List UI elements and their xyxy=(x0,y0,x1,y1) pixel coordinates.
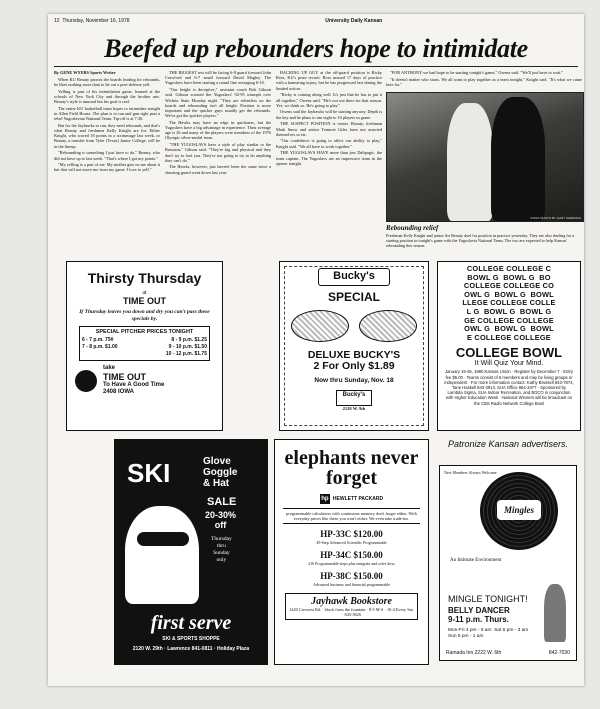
ad-details: January 19-25, 1980 Kansas Union · Register by December 7 · Entry fee $5.00 · Teams consist of 5 members and may be living groups or independent · For more information contact: Kathy Brussell 843-7874, Tane Haskell 843-3913, SUA Office 864-3477 · Sponsored by Lambda Sigma, SUA Indoor Recreation, and BOCO in conjunction with Higher Education Week · National Winners will be broadcast on the CBS Radio Network College Bowl xyxy=(444,369,574,406)
store-name: Jayhawk Bookstore xyxy=(311,596,392,608)
paragraph: When KU Beauty parrots the boards leading for rebounds, he likes nothing more than to let out a post-defense yell. xyxy=(54,76,160,87)
model-price: HP-33C $120.00 xyxy=(320,529,383,540)
ad-thirsty-thursday xyxy=(66,261,223,431)
ad-headline: elephants never forget xyxy=(284,447,419,489)
take-block xyxy=(103,365,164,396)
headline-rule xyxy=(54,66,578,67)
folio-paper: University Daily Kansan xyxy=(325,18,383,24)
paragraph: Owens said the Jayhawks will be starting anyway. Depth is the key and he plans to use eight to 10 players in game. xyxy=(276,109,382,120)
paragraph: BACKING UP GUY at the off-guard position is Ricky Ross, KU's prize recruit. Ross missed 17 days of practice with a hamstring injury, but he has progressed fast during the limited action. xyxy=(276,70,382,91)
paragraph: "THE YUGOSLAVS have a style of play similar to the Russians," Gibson said. "They're big and physical and they don't try to fool you. They're not going to try to do anything they can't do." xyxy=(165,142,271,163)
ad-ski: SKI xyxy=(127,458,171,488)
ad-dates: Now thru Sunday, Nov. 18 xyxy=(314,377,394,384)
ad-footer xyxy=(446,650,570,656)
store-address: 1420 Crescent Rd. · block from the fountain · 8-5 M-S · 10-4 Every Sat. · 843-3826 xyxy=(289,607,414,618)
ad-address: Ramada Inn 2222 W. 6th xyxy=(446,650,502,656)
ad-special: SPECIAL xyxy=(327,290,380,304)
ad-place: TIME OUT xyxy=(123,296,166,306)
caption-title: Rebounding relief xyxy=(386,224,439,232)
paragraph: "Our confidence is going to affect our ability to play," Knight said. "We all have to work together." xyxy=(276,138,382,149)
take-label: take xyxy=(103,365,116,371)
player-figure-white xyxy=(447,103,493,221)
ad-hewlett-packard xyxy=(274,439,429,665)
new-members: New Members Always Welcome xyxy=(444,470,497,475)
basketball-photo xyxy=(386,92,584,222)
skier-illustration xyxy=(125,506,199,604)
paragraph: The Hawks may have an edge in quickness, but the Yugoslavs have a big advantage in experience. Their average age is 26 and many of the players were members of the 1976 Olympic silver-medal team. xyxy=(165,119,271,141)
ad-tagline: An Intimate Environment xyxy=(450,558,502,563)
ad-discount: 20-30% off xyxy=(205,510,237,530)
ad-sale: SALE xyxy=(207,496,237,508)
store-type: SKI & SPORTS SHOPPE xyxy=(162,636,220,642)
store-name: first serve xyxy=(150,612,232,634)
price-row: 10 - 12 p.m. $1.75 xyxy=(165,351,207,357)
paragraph: THE BIGGEST test will be facing 6-8 guard forward John Crawford and 6-7 small forward David Magley. The Yugoslavs have been starting a sound line averaging 6-10. xyxy=(165,70,271,86)
goggle-icon xyxy=(137,532,189,546)
ad-title: Thirsty Thursday xyxy=(87,270,202,286)
price-row: 7 - 8 p.m. $1.00 9 - 10 p.m. $1.50 xyxy=(82,344,207,350)
ad-college-bowl xyxy=(437,261,581,431)
article-column-4 xyxy=(386,70,582,90)
patronize-advertisers: Patronize Kansan advertisers. xyxy=(447,439,569,449)
article-column-3 xyxy=(276,70,382,250)
buckys-logo-small: Bucky's xyxy=(336,390,372,406)
paragraph: "It doesn't matter who starts. We all want to play together as a team tonight," Knight said. "It's what we came here for." xyxy=(386,76,582,87)
paragraph: "My yelling is a part of me. My mother gets on me about it but that will not move me from my game. I love to yell." xyxy=(54,162,160,173)
paragraph: "Our height is deceptive," assistant coach Bob Gibson said. Gibson scouted the Yugoslavs' 92-95 triumph over Wichita State Monday night. "They are relentless on the boards and rebounding isn't all height. Position is more important and the quicker guys usually get the rebounds. We've got the quicker players." xyxy=(165,87,271,119)
paragraph: The Hawks, however, just haven't been the same since a shooting guard went down last year. xyxy=(165,164,271,175)
model-price: HP-38C $150.00 xyxy=(320,571,383,582)
price-row: 6 - 7 p.m. 75¢ 8 - 9 p.m. $1.25 xyxy=(82,337,207,343)
beer-ball-icon xyxy=(75,370,97,392)
dancer-illustration xyxy=(544,584,566,642)
ad-items: Glove Goggle & Hat xyxy=(203,456,238,489)
ad-deluxe: DELUXE BUCKY'S 2 For Only $1.89 xyxy=(307,349,401,372)
article-column-2 xyxy=(165,70,271,250)
price-box-title: SPECIAL PITCHER PRICES TONIGHT xyxy=(95,329,194,335)
store-block xyxy=(285,593,418,620)
paragraph: THE YUGOSLAVS HAVE more than just Dalipagic, the team captain. The Yugoslavs are an impressive team in the opener tonight. xyxy=(276,150,382,166)
paragraph: THE SUSPECT POSITION is center. Beauty, freshman Mark Snow and senior Tommie Giles have not asserted themselves so far. xyxy=(276,121,382,137)
disc-label: Mingles xyxy=(497,500,541,520)
ad-phone: 842-7030 xyxy=(548,650,570,656)
paragraph: The entire KU basketball team hopes to intimidate tonight in Allen Field House. The plan is to run and gun right past a rebel Yugoslavian National Team. Tip-off is at 7:30. xyxy=(54,105,160,122)
hp-logo-icon: hp xyxy=(321,496,329,502)
buckys-logo: Bucky's xyxy=(318,268,390,286)
ad-tagline: It Will Quiz Your Mind. xyxy=(474,360,544,368)
ad-description: programmable calculators with continuous memory don't forget either. With everyday prices like these you won't either. We even take trade-ins. xyxy=(283,508,420,524)
ad-title: COLLEGE BOWL xyxy=(455,345,563,361)
photo-credit: STAFF PHOTO BY GARY SHERMAN xyxy=(530,216,581,220)
timeout-label: TIME OUT xyxy=(103,372,146,382)
price-box xyxy=(79,326,210,361)
article-column-1 xyxy=(54,70,160,250)
ad-address: 2120 W. 29th · Lawrence 841-0811 · Holiday Plaza xyxy=(132,646,250,652)
folio xyxy=(54,18,578,27)
paragraph: Yelling is part of his intimidation game, learned at the schools of New York City and through the brother arts. Beauty's style is unusual but his goal is real. xyxy=(54,88,160,105)
ad-buckys xyxy=(279,261,429,431)
photo-caption: Freshman Kelly Knight and junior Art Beauty duel for position in practice yesterday. They are also dueling for a starting position in tonight's game with the Yugoslavia National Team. The two are expected to help Kansas' rebounding this season. xyxy=(386,233,575,248)
paragraph: "FOR ANTHONY we had hope to be starting tonight's game," Owens said. "We'll just have to wait." xyxy=(390,70,564,75)
model-description: 49-Step Advanced Scientific Programmable xyxy=(316,540,387,546)
ad-hours: Mon-Fri 4 pm - 3 am Sat 6 pm - 3 am Sun 6 pm - 1 am xyxy=(448,628,529,639)
college-bowl-pattern: COLLEGE COLLEGE C BOWL G BOWL G BO COLLEGE COLLEGE CO OWL G BOWL G BOWL LLEGE COLLEGE COLLE L G BOWL G BOWL G GE COLLEGE COLLEGE OWL G BOWL G BOWL E COLLEGE COLLEGE xyxy=(462,264,556,342)
player-figure-dark xyxy=(491,97,545,221)
ad-address: 2408 IOWA xyxy=(103,389,135,395)
article-body xyxy=(54,70,382,250)
headline: Beefed up rebounders hope to intimidate xyxy=(104,34,528,63)
ad-address: 2120 W. 9th xyxy=(342,406,366,411)
ad-tonight: MINGLE TONIGHT! xyxy=(448,594,528,604)
ad-at: at xyxy=(142,290,147,296)
ad-dancer: BELLY DANCER 9-11 p.m. Thurs. xyxy=(448,606,510,624)
ad-first-serve xyxy=(114,439,268,665)
hp-brand: hp HEWLETT PACKARD xyxy=(321,496,384,502)
model-price: HP-34C $150.00 xyxy=(320,550,383,561)
paragraph: But for the Jayhawks to run, they need rebounds, and that's what Beauty and freshmen Kelly Knight are for. Either Knight, who scored 18 points in a scrimmage last week, or Beauty, a transfer from Tyler (Texas) Junior College, will be in the lineup. xyxy=(54,122,160,149)
good-time-label: To Have A Good Time xyxy=(103,382,165,388)
ad-bottom xyxy=(75,365,214,396)
newspaper-page xyxy=(48,14,584,686)
byline: By GENE WYERS Sports Writer xyxy=(54,70,116,75)
mingles-box xyxy=(439,465,577,661)
ad-border xyxy=(284,266,424,426)
paragraph: "Rebounding is something I just have to do," Beauty, who did not have up to last week. "That's where I got my points." xyxy=(54,150,160,161)
record-disc-icon xyxy=(480,472,558,550)
model-description: 210 Programmable steps plus integrate and solve keys xyxy=(308,561,395,567)
ad-dates: Thursday thru Sunday only xyxy=(211,536,232,563)
ad-mingles xyxy=(437,439,579,663)
model-description: Advanced business and financial programmable xyxy=(313,582,390,588)
paragraph: "Ricky is coming along well. It's just that he has to put it all together," Owens said. "He's not out there for that reason. Yes, we think so. He's going to play." xyxy=(276,92,382,108)
folio-left: 12 Thursday, November 16, 1978 xyxy=(54,18,130,24)
ad-subtitle: If Thursday leaves you down and dry you can't pass these specials by. xyxy=(79,309,210,322)
